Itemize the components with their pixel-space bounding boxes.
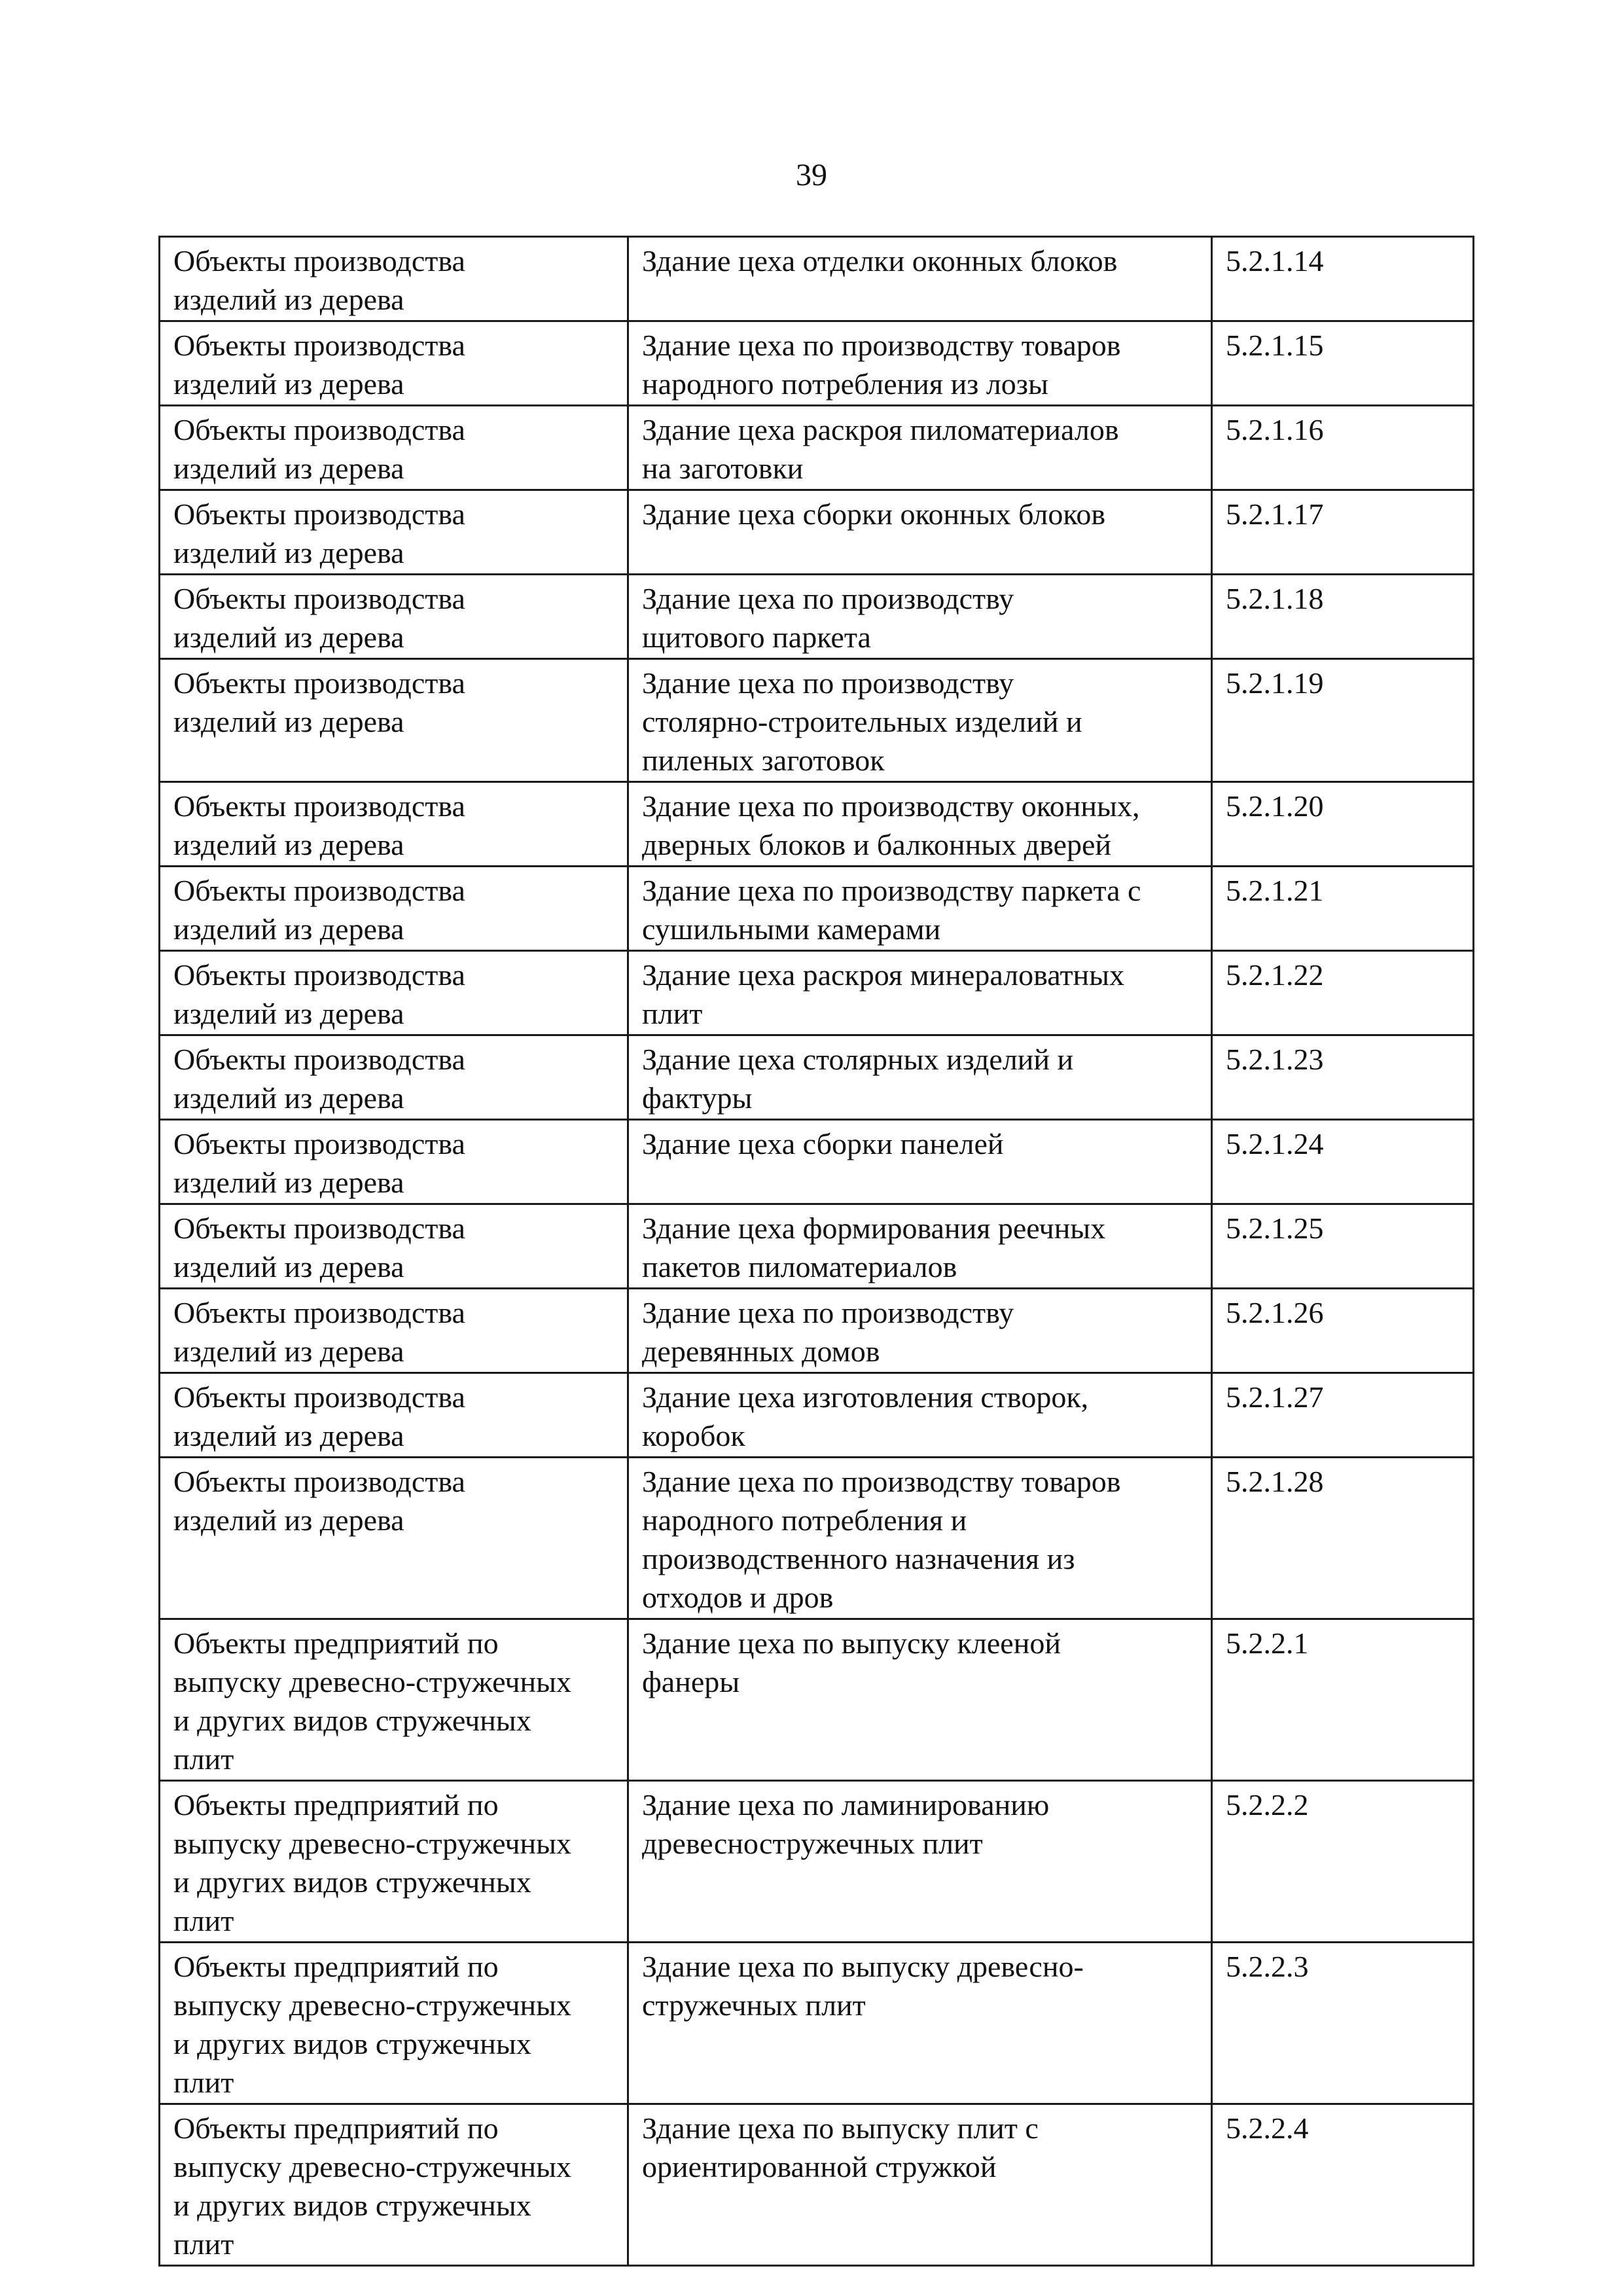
object-type-line: изделий из дерева xyxy=(173,620,404,654)
building-cell xyxy=(628,1943,1212,2104)
object-type-cell xyxy=(160,1204,628,1289)
building-line: народного потребления из лозы xyxy=(642,367,1048,401)
building-line: плит xyxy=(642,997,703,1030)
table-row xyxy=(160,1943,1474,2104)
object-type-cell xyxy=(160,1373,628,1458)
object-type-line: изделий из дерева xyxy=(173,705,404,738)
object-type-line: изделий из дерева xyxy=(173,536,404,569)
object-type-line: плит xyxy=(173,2227,234,2261)
code-cell: 5.2.1.14 xyxy=(1212,237,1474,321)
object-type-line: Объекты производства xyxy=(173,413,465,446)
table-row xyxy=(160,1619,1474,1781)
building-cell xyxy=(628,1120,1212,1204)
code-cell: 5.2.1.26 xyxy=(1212,1289,1474,1373)
building-line: коробок xyxy=(642,1419,745,1452)
object-type-cell xyxy=(160,951,628,1035)
building-cell xyxy=(628,951,1212,1035)
table-row xyxy=(160,659,1474,782)
object-type-line: изделий из дерева xyxy=(173,1166,404,1199)
object-type-line: изделий из дерева xyxy=(173,283,404,316)
building-line: древесностружечных плит xyxy=(642,1827,983,1860)
code-cell: 5.2.1.15 xyxy=(1212,321,1474,406)
table-row xyxy=(160,1781,1474,1943)
building-cell xyxy=(628,1204,1212,1289)
building-line: Здание цеха по производству товаров xyxy=(642,329,1121,362)
table-row xyxy=(160,1120,1474,1204)
code-cell: 5.2.1.19 xyxy=(1212,659,1474,782)
building-line: Здание цеха по производству xyxy=(642,582,1014,615)
code-cell: 5.2.1.25 xyxy=(1212,1204,1474,1289)
object-type-cell xyxy=(160,575,628,659)
table-row xyxy=(160,490,1474,575)
table-row xyxy=(160,1289,1474,1373)
object-type-line: плит xyxy=(173,1742,234,1776)
building-line: Здание цеха по производству оконных, xyxy=(642,789,1140,823)
building-line: пакетов пиломатериалов xyxy=(642,1250,957,1283)
object-type-line: изделий из дерева xyxy=(173,912,404,946)
building-line: Здание цеха по выпуску древесно- xyxy=(642,1950,1084,1983)
building-cell xyxy=(628,2104,1212,2266)
building-line: Здание цеха отделки оконных блоков xyxy=(642,244,1118,278)
table-row xyxy=(160,321,1474,406)
object-type-line: плит xyxy=(173,1904,234,1937)
object-type-line: изделий из дерева xyxy=(173,367,404,401)
table-row xyxy=(160,1204,1474,1289)
object-type-line: и других видов стружечных xyxy=(173,1704,531,1737)
building-cell xyxy=(628,406,1212,490)
table-row xyxy=(160,1035,1474,1120)
object-type-line: Объекты предприятий по xyxy=(173,2111,499,2145)
building-line: Здание цеха столярных изделий и xyxy=(642,1043,1074,1076)
object-type-line: Объекты производства xyxy=(173,874,465,907)
object-type-line: Объекты производства xyxy=(173,958,465,992)
table-row xyxy=(160,575,1474,659)
building-line: дверных блоков и балконных дверей xyxy=(642,828,1111,861)
building-line: Здание цеха по выпуску плит с xyxy=(642,2111,1039,2145)
building-cell xyxy=(628,1289,1212,1373)
object-type-line: выпуску древесно-стружечных xyxy=(173,2150,572,2183)
page-number: 39 xyxy=(796,158,827,192)
code-cell: 5.2.1.18 xyxy=(1212,575,1474,659)
object-type-cell xyxy=(160,1943,628,2104)
building-cell xyxy=(628,782,1212,867)
object-type-line: выпуску древесно-стружечных xyxy=(173,1827,572,1860)
code-cell: 5.2.1.23 xyxy=(1212,1035,1474,1120)
building-cell xyxy=(628,867,1212,951)
building-line: сушильными камерами xyxy=(642,912,941,946)
table-row xyxy=(160,1373,1474,1458)
table-row xyxy=(160,237,1474,321)
object-type-line: Объекты производства xyxy=(173,1296,465,1329)
building-line: щитового паркета xyxy=(642,620,871,654)
building-line: ориентированной стружкой xyxy=(642,2150,997,2183)
object-type-cell xyxy=(160,1781,628,1943)
object-type-line: изделий из дерева xyxy=(173,452,404,485)
code-cell: 5.2.1.27 xyxy=(1212,1373,1474,1458)
object-type-line: изделий из дерева xyxy=(173,1503,404,1537)
object-type-cell xyxy=(160,782,628,867)
building-cell xyxy=(628,659,1212,782)
object-type-line: и других видов стружечных xyxy=(173,2027,531,2060)
object-type-cell xyxy=(160,1619,628,1781)
object-type-line: и других видов стружечных xyxy=(173,2189,531,2222)
building-line: Здание цеха формирования реечных xyxy=(642,1211,1106,1245)
object-type-cell xyxy=(160,1120,628,1204)
object-type-line: Объекты производства xyxy=(173,789,465,823)
table-row xyxy=(160,782,1474,867)
building-cell xyxy=(628,1373,1212,1458)
building-line: Здание цеха по производству xyxy=(642,666,1014,700)
object-type-line: Объекты производства xyxy=(173,582,465,615)
table-row xyxy=(160,951,1474,1035)
object-type-cell xyxy=(160,1289,628,1373)
code-cell: 5.2.1.22 xyxy=(1212,951,1474,1035)
object-type-cell xyxy=(160,1458,628,1619)
building-line: стружечных плит xyxy=(642,1988,866,2022)
object-type-line: Объекты производства xyxy=(173,244,465,278)
object-type-line: Объекты предприятий по xyxy=(173,1788,499,1821)
object-type-line: изделий из дерева xyxy=(173,1081,404,1115)
object-type-line: плит xyxy=(173,2066,234,2099)
building-line: деревянных домов xyxy=(642,1335,880,1368)
building-cell xyxy=(628,321,1212,406)
code-cell: 5.2.1.20 xyxy=(1212,782,1474,867)
table-row xyxy=(160,867,1474,951)
object-type-line: Объекты производства xyxy=(173,1127,465,1160)
object-type-line: Объекты производства xyxy=(173,1380,465,1414)
building-line: Здание цеха по выпуску клееной xyxy=(642,1626,1061,1660)
object-type-line: и других видов стружечных xyxy=(173,1865,531,1899)
building-line: пиленых заготовок xyxy=(642,744,885,777)
table-row xyxy=(160,406,1474,490)
building-line: отходов и дров xyxy=(642,1581,834,1614)
building-line: на заготовки xyxy=(642,452,804,485)
objects-table xyxy=(158,236,1474,2267)
code-cell: 5.2.2.1 xyxy=(1212,1619,1474,1781)
building-line: Здание цеха по производству xyxy=(642,1296,1014,1329)
object-type-line: Объекты производства xyxy=(173,497,465,531)
object-type-line: Объекты производства xyxy=(173,329,465,362)
table-row xyxy=(160,2104,1474,2266)
building-cell xyxy=(628,575,1212,659)
building-cell xyxy=(628,1781,1212,1943)
object-type-cell xyxy=(160,490,628,575)
building-line: Здание цеха раскроя пиломатериалов xyxy=(642,413,1119,446)
building-cell xyxy=(628,237,1212,321)
building-line: Здание цеха сборки панелей xyxy=(642,1127,1004,1160)
building-cell xyxy=(628,1035,1212,1120)
object-type-line: Объекты производства xyxy=(173,1465,465,1498)
object-type-line: изделий из дерева xyxy=(173,1250,404,1283)
building-line: фактуры xyxy=(642,1081,753,1115)
code-cell: 5.2.1.21 xyxy=(1212,867,1474,951)
building-cell xyxy=(628,490,1212,575)
table-row xyxy=(160,1458,1474,1619)
code-cell: 5.2.1.17 xyxy=(1212,490,1474,575)
code-cell: 5.2.1.24 xyxy=(1212,1120,1474,1204)
object-type-line: выпуску древесно-стружечных xyxy=(173,1988,572,2022)
building-line: Здание цеха по производству паркета с xyxy=(642,874,1141,907)
object-type-line: выпуску древесно-стружечных xyxy=(173,1665,572,1698)
building-line: Здание цеха изготовления створок, xyxy=(642,1380,1089,1414)
building-cell xyxy=(628,1458,1212,1619)
object-type-line: Объекты производства xyxy=(173,1043,465,1076)
code-cell: 5.2.2.4 xyxy=(1212,2104,1474,2266)
code-cell: 5.2.1.16 xyxy=(1212,406,1474,490)
object-type-cell xyxy=(160,2104,628,2266)
object-type-cell xyxy=(160,1035,628,1120)
object-type-cell xyxy=(160,321,628,406)
object-type-line: Объекты предприятий по xyxy=(173,1626,499,1660)
code-cell: 5.2.2.2 xyxy=(1212,1781,1474,1943)
object-type-line: изделий из дерева xyxy=(173,1335,404,1368)
object-type-cell xyxy=(160,406,628,490)
building-line: столярно-строительных изделий и xyxy=(642,705,1082,738)
object-type-cell xyxy=(160,867,628,951)
building-line: производственного назначения из xyxy=(642,1542,1075,1575)
object-type-line: изделий из дерева xyxy=(173,828,404,861)
object-type-line: Объекты производства xyxy=(173,1211,465,1245)
building-line: Здание цеха сборки оконных блоков xyxy=(642,497,1106,531)
object-type-cell xyxy=(160,237,628,321)
table-body xyxy=(160,237,1474,2266)
object-type-line: изделий из дерева xyxy=(173,997,404,1030)
building-line: Здание цеха по ламинированию xyxy=(642,1788,1050,1821)
object-type-cell xyxy=(160,659,628,782)
building-line: фанеры xyxy=(642,1665,740,1698)
building-line: Здание цеха раскроя минераловатных xyxy=(642,958,1125,992)
building-line: народного потребления и xyxy=(642,1503,967,1537)
code-cell: 5.2.1.28 xyxy=(1212,1458,1474,1619)
object-type-line: Объекты предприятий по xyxy=(173,1950,499,1983)
code-cell: 5.2.2.3 xyxy=(1212,1943,1474,2104)
object-type-line: изделий из дерева xyxy=(173,1419,404,1452)
building-cell xyxy=(628,1619,1212,1781)
building-line: Здание цеха по производству товаров xyxy=(642,1465,1121,1498)
object-type-line: Объекты производства xyxy=(173,666,465,700)
